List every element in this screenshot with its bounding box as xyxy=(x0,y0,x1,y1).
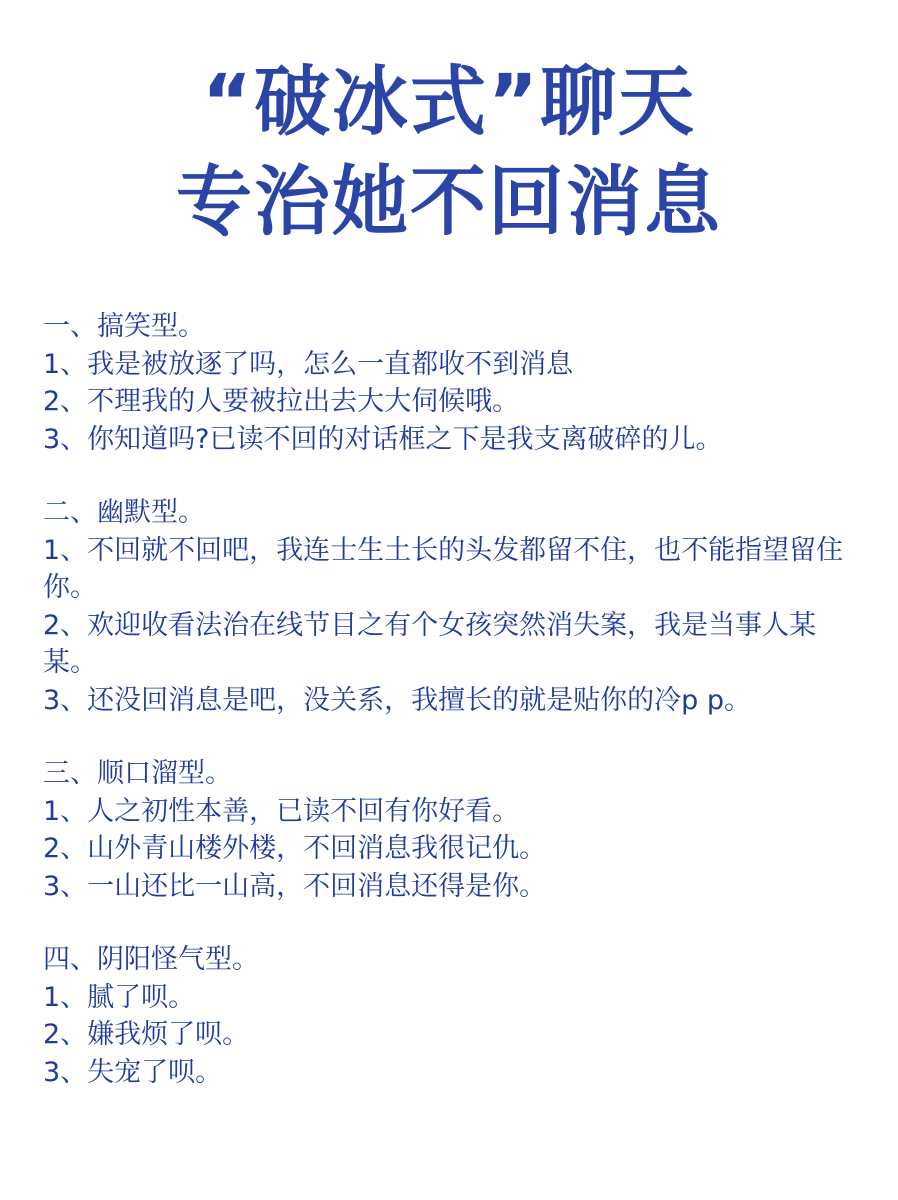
section-heading: 二、幽默型。 xyxy=(43,497,205,528)
list-item: 3、你知道吗?已读不回的对话框之下是我支离破碎的儿。 xyxy=(43,423,723,455)
list-item: 2、嫌我烦了呗。 xyxy=(43,1019,250,1050)
title-line-1: “破冰式”聊天 xyxy=(202,57,696,146)
title-line-2: 专治她不回消息 xyxy=(176,157,722,246)
list-item: 3、还没回消息是吧，没关系，我擅长的就是贴你的冷p p。 xyxy=(43,684,752,716)
list-item: 1、不回就不回吧，我连士生土长的头发都留不住，也不能指望留住你。 xyxy=(43,534,844,603)
section-heading: 一、搞笑型。 xyxy=(43,311,205,342)
list-item: 1、腻了呗。 xyxy=(43,981,196,1013)
list-item: 3、失宠了呗。 xyxy=(43,1056,223,1088)
list-item: 1、人之初性本善，已读不回有你好看。 xyxy=(43,795,520,827)
list-item: 2、山外青山楼外楼，不回消息我很记仇。 xyxy=(43,833,547,864)
list-item: 1、我是被放逐了吗，怎么一直都收不到消息 xyxy=(43,348,574,380)
list-item: 2、欢迎收看法治在线节目之有个女孩突然消失案，我是当事人某某。 xyxy=(43,609,817,678)
section-heading: 四、阴阳怪气型。 xyxy=(43,944,259,975)
tips-content xyxy=(43,308,855,1127)
list-item: 2、不理我的人要被拉出去大大伺候哦。 xyxy=(43,386,520,417)
page-title xyxy=(0,52,898,252)
section-rhyme xyxy=(43,755,855,905)
section-sarcastic xyxy=(43,941,855,1091)
section-heading: 三、顺口溜型。 xyxy=(43,758,232,789)
section-humorous xyxy=(43,494,855,719)
section-funny xyxy=(43,308,855,458)
list-item: 3、一山还比一山高，不回消息还得是你。 xyxy=(43,870,547,902)
